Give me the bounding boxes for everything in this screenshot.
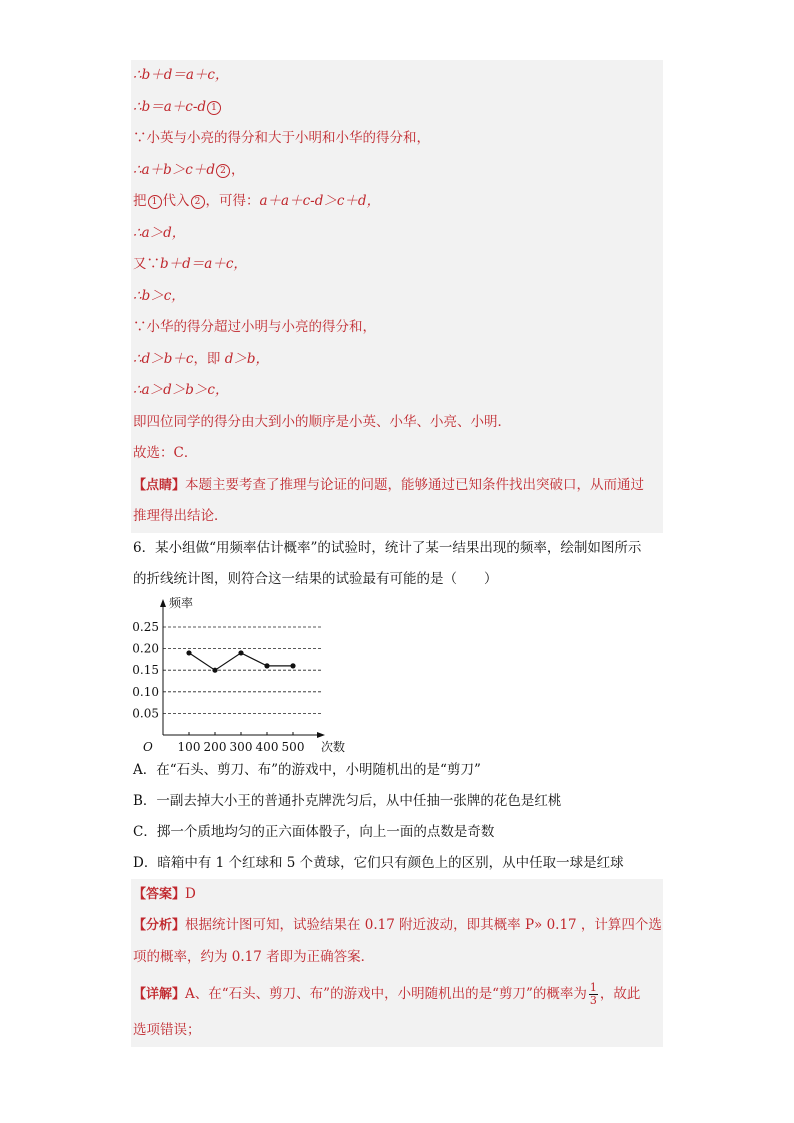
solution-line-11: ∴a＞d＞b＞c， xyxy=(133,382,229,398)
x-tick-label-400: 400 xyxy=(255,739,279,754)
answer-label: 【答案】 xyxy=(133,886,186,902)
y-tick-label-0.10: 0.10 xyxy=(132,684,159,699)
question-6-line-1: 6．某小组做“用频率估计概率”的试验时，统计了某一结果出现的频率，绘制如图所示 xyxy=(133,539,642,556)
note-label: 【点睛】 xyxy=(133,477,186,493)
solution-line-8: ∴b＞c， xyxy=(133,287,185,304)
x-axis-label: 次数 xyxy=(321,739,346,754)
note-line-1: 【点睛】本题主要考查了推理与论证的问题，能够通过已知条件找出突破口，从而通过 xyxy=(133,476,645,493)
circled-number-2: 2 xyxy=(216,164,230,178)
solution-line-3: ∵小英与小亮的得分和大于小明和小华的得分和， xyxy=(133,130,430,146)
detail-label: 【详解】 xyxy=(133,987,186,1002)
frequency-line-chart xyxy=(131,595,663,755)
page-content xyxy=(131,60,663,1047)
solution-line-12: 即四位同学的得分由大到小的顺序是小英、小华、小亮、小明． xyxy=(133,413,511,430)
analysis-label: 【分析】 xyxy=(133,918,186,933)
detail-line-2: 选项错误； xyxy=(133,1022,201,1038)
y-axis-label: 频率 xyxy=(169,595,194,610)
note-line-2: 推理得出结论． xyxy=(133,508,228,524)
solution-line-13: 故选：C． xyxy=(133,445,198,461)
data-point-400 xyxy=(264,663,269,668)
solution-line-7: 又∵b＋d＝a＋c， xyxy=(133,256,247,272)
data-point-300 xyxy=(238,650,243,655)
x-tick-label-200: 200 xyxy=(203,739,227,754)
solution-line-9: ∵小华的得分超过小明与小亮的得分和， xyxy=(133,319,376,335)
solution-line-10: ∴d＞b＋c，即 d＞b， xyxy=(133,350,270,367)
solution-line-5: 把 1 代入 2 ，可得：a＋a＋c-d＞c＋d， xyxy=(133,193,381,209)
analysis-line-2: 项的概率，约为 0.17 者即为正确答案． xyxy=(133,948,375,965)
answer-line xyxy=(131,879,663,911)
y-tick-label-0.20: 0.20 xyxy=(132,641,159,656)
circled-number-1: 1 xyxy=(207,101,221,115)
question-6-line-2: 的折线统计图，则符合这一结果的试验最有可能的是（ ） xyxy=(133,570,498,587)
fraction-one-third: $\frac{1}{3}$ xyxy=(589,981,597,1007)
question-6 xyxy=(131,533,663,879)
circled-number-2: 2 xyxy=(191,195,205,209)
x-tick-label-100: 100 xyxy=(177,739,201,754)
x-tick-label-500: 500 xyxy=(281,739,305,754)
x-tick-label-300: 300 xyxy=(229,739,253,754)
y-tick-label-0.25: 0.25 xyxy=(132,619,159,634)
origin-label: O xyxy=(143,739,153,754)
answer-section xyxy=(131,879,663,1047)
solution-line-1: ∴b＋d＝a＋c， xyxy=(133,67,229,83)
option-b: B．一副去掉大小王的普通扑克牌洗匀后，从中任抽一张牌的花色是红桃 xyxy=(133,792,562,809)
option-d: D．暗箱中有 1 个红球和 5 个黄球，它们只有颜色上的区别，从中任取一球是红球 xyxy=(133,854,624,871)
x-axis-arrow xyxy=(317,732,325,738)
option-a: A．在“石头、剪刀、布”的游戏中，小明随机出的是“剪刀” xyxy=(133,761,481,778)
answer-value: D xyxy=(185,885,196,902)
solution-line-2: ∴b＝a＋c-d 1 xyxy=(131,92,663,124)
y-axis-arrow xyxy=(160,599,166,607)
detail-line-1: 【详解】A、在“石头、剪刀、布”的游戏中，小明随机出的是“剪刀”的概率为 $\frac{1}{3}$ ，故此 xyxy=(133,981,641,1007)
y-tick-label-0.15: 0.15 xyxy=(132,662,159,677)
y-tick-label-0.05: 0.05 xyxy=(132,705,159,720)
data-point-100 xyxy=(186,650,191,655)
analysis-line-1: 【分析】根据统计图可知，试验结果在 0.17 附近波动，即其概率 P» 0.17 ，计算四个选 xyxy=(133,917,662,933)
circled-number-1: 1 xyxy=(148,195,162,209)
solution-continuation xyxy=(131,60,663,533)
option-c: C．掷一个质地均匀的正六面体骰子，向上一面的点数是奇数 xyxy=(133,823,495,840)
solution-line-6: ∴a＞d， xyxy=(133,224,186,241)
chart-svg xyxy=(131,595,371,755)
data-point-200 xyxy=(212,667,217,672)
data-point-500 xyxy=(290,663,295,668)
solution-line-4: ∴a＋b＞c＋d 2 ， xyxy=(133,161,245,178)
